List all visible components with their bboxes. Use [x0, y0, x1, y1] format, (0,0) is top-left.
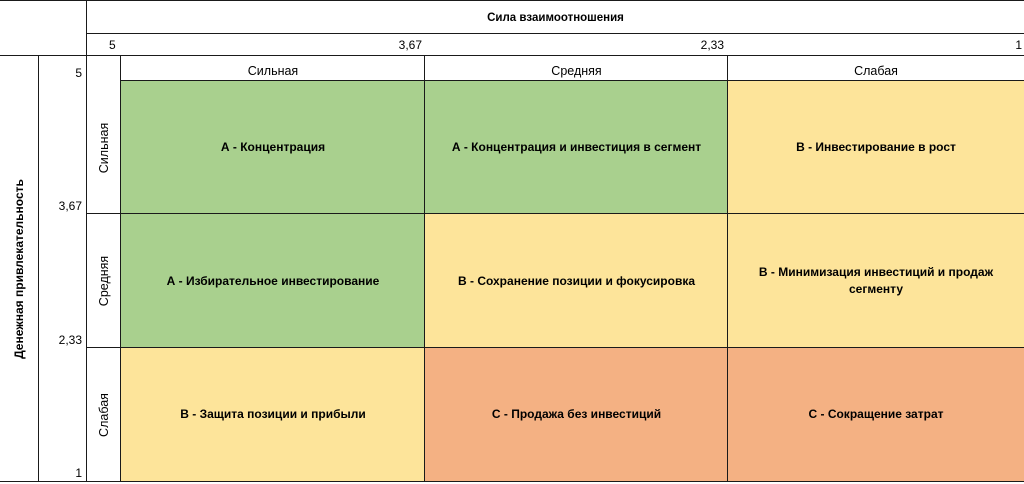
quadrant-cell-r0-c2 — [728, 81, 1024, 214]
row-header — [87, 81, 121, 214]
grid-line — [0, 0, 1024, 1]
row-header-label: Средняя — [97, 255, 112, 307]
y-tick-label: 3,67 — [58, 199, 82, 213]
grid-line — [87, 347, 1024, 348]
grid-line — [0, 55, 1024, 56]
quadrant-label: А - Концентрация и инвестиция в сегмент — [451, 140, 702, 154]
row-header — [87, 214, 121, 348]
grid-line — [38, 56, 39, 482]
quadrant-label: А - Концентрация — [220, 140, 326, 154]
column-header: Слабая — [854, 64, 898, 78]
grid-line — [120, 56, 121, 482]
quadrant-cell-r0-c0 — [121, 81, 425, 214]
x-tick-label: 3,67 — [398, 38, 422, 52]
quadrant-cell-r2-c0 — [121, 348, 425, 481]
y-tick-label: 5 — [75, 66, 82, 80]
quadrant-label: С - Сокращение затрат — [808, 407, 944, 421]
quadrant-label: А - Избирательное инвестирование — [166, 273, 380, 288]
y-axis-title-text: Денежная привлекательность — [12, 178, 27, 359]
quadrant-label: В - Инвестирование в рост — [796, 140, 956, 154]
column-header: Сильная — [247, 64, 299, 78]
x-tick-label: 2,33 — [700, 38, 724, 52]
quadrant-label: В - Сохранение позиции и фокусировка — [457, 273, 696, 288]
row-header-label: Слабая — [97, 392, 111, 437]
grid-line — [121, 80, 1024, 81]
row-header — [87, 348, 121, 481]
x-tick-label: 1 — [1015, 38, 1022, 52]
grid-line — [87, 213, 1024, 214]
grid-line — [727, 56, 728, 482]
quadrant-cell-r2-c2 — [728, 348, 1024, 481]
x-tick-label: 5 — [109, 38, 116, 52]
y-tick-label: 1 — [75, 466, 82, 480]
x-axis-title: Сила взаимоотношения — [487, 12, 624, 24]
row-header-label: Сильная — [97, 122, 112, 173]
quadrant-cell-r1-c2 — [728, 214, 1024, 348]
quadrant-label: В - Защита позиции и прибыли — [180, 407, 366, 421]
quadrant-cell-r1-c0 — [121, 214, 425, 348]
y-tick-label: 2,33 — [58, 333, 82, 347]
grid-line — [424, 56, 425, 482]
grid-line — [86, 0, 87, 482]
quadrant-cell-r0-c1 — [425, 81, 728, 214]
y-axis-title — [0, 56, 38, 481]
quadrant-cell-r2-c1 — [425, 348, 728, 481]
quadrant-label: С - Продажа без инвестиций — [491, 407, 662, 421]
grid-line — [0, 481, 1024, 482]
quadrant-cell-r1-c1 — [425, 214, 728, 348]
column-header: Средняя — [551, 64, 602, 78]
quadrant-label: В - Минимизация инвестиций и продаж сегменту — [758, 265, 994, 296]
grid-line — [87, 33, 1024, 34]
